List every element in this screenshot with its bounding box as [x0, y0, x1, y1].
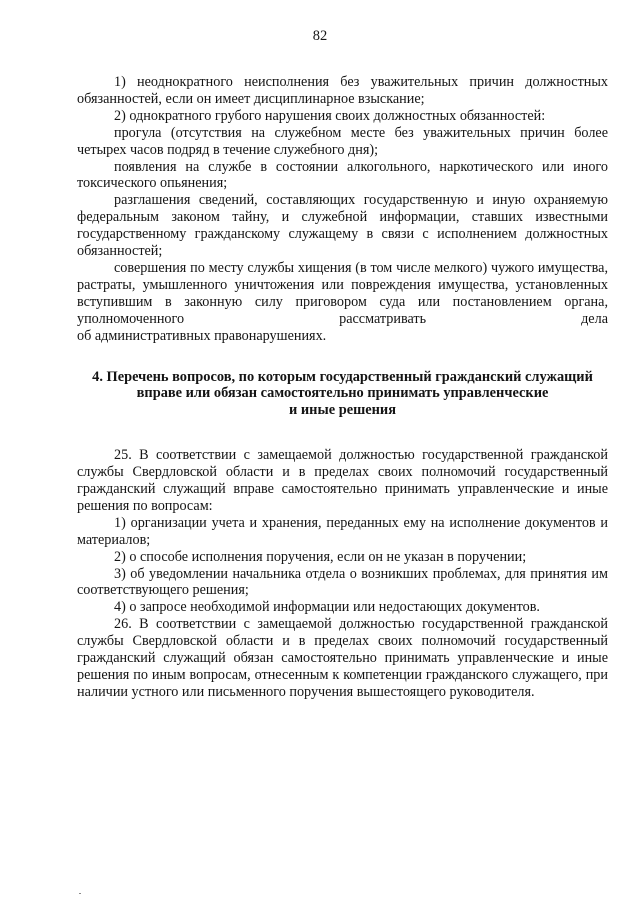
clause-26: 26. В соответствии с замещаемой должностью государственной гражданской службы Свердловской области и в пределах своих полномочий государственный гражданский служащий обязан самостоятельно принимать управленческие и иные решения по иным вопросам, отнесенным к компетенции гражданского служащего, при наличии устного или письменного поручения вышестоящего руководителя. [77, 616, 608, 700]
section-heading-line: и иные решения [289, 402, 396, 419]
clause-25-item: 3) об уведомлении начальника отдела о возникших проблемах, для принятия им соответствующего решения; [77, 565, 608, 599]
section-heading-line: 4. Перечень вопросов, по которым государственный гражданский служащий [92, 368, 593, 385]
document-body [77, 74, 608, 701]
intro-paragraph: прогула (отсутствия на служебном месте без уважительных причин более четырех часов подряд в течение служебного дня); [77, 124, 608, 158]
theft-paragraph-tail: об административных правонарушениях. [77, 327, 327, 344]
clause-25-item: 4) о запросе необходимой информации или недостающих документов. [114, 599, 540, 616]
section-heading-line: вправе или обязан самостоятельно принимать управленческие [136, 385, 549, 402]
intro-paragraph: 1) неоднократного неисполнения без уважительных причин должностных обязанностей, если он имеет дисциплинарное взыскание; [77, 74, 608, 107]
section-4-heading [77, 369, 608, 420]
section-4-body [77, 447, 608, 701]
scan-speck [79, 893, 81, 894]
clause-25-item: 1) организации учета и хранения, переданных ему на исполнение документов и материалов; [77, 514, 608, 548]
intro-paragraph: появления на службе в состоянии алкогольного, наркотического или иного токсического опьянения; [77, 158, 608, 192]
intro-paragraph: 2) однократного грубого нарушения своих должностных обязанностей: [114, 107, 546, 124]
clause-25: 25. В соответствии с замещаемой должностью государственной гражданской службы Свердловской области и в пределах своих полномочий государственный гражданский служащий вправе самостоятельно принимать управленческие и иные решения по вопросам: [77, 447, 608, 514]
page-number: 82 [312, 28, 328, 44]
intro-paragraph: разглашения сведений, составляющих государственную и иную охраняемую федеральным законом тайну, и служебной информации, ставших известными государственному гражданскому служащему в связи с исполнением должностных обязанностей; [77, 192, 608, 260]
theft-paragraph: совершения по месту службы хищения (в том числе мелкого) чужого имущества, растраты, умышленного уничтожения или повреждения имущества, установленных вступившим в законную силу приговором суда или постановлением органа, уполномоченного рассматривать дела [77, 259, 608, 327]
clause-25-item: 2) о способе исполнения поручения, если он не указан в поручении; [114, 548, 527, 565]
intro-list [77, 74, 608, 345]
